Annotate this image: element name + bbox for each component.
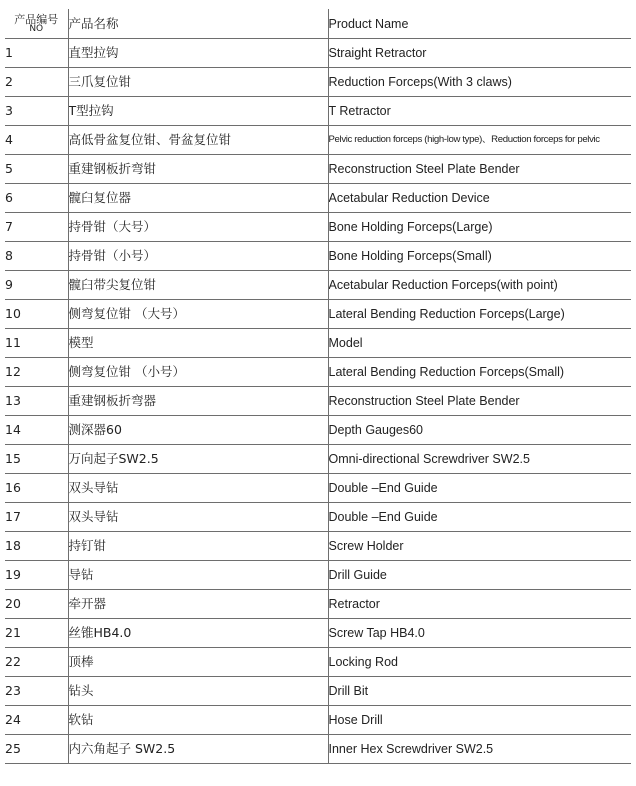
table-header xyxy=(5,9,631,39)
product-number: 24 xyxy=(5,706,68,735)
product-number: 22 xyxy=(5,648,68,677)
product-number: 14 xyxy=(5,416,68,445)
table-row xyxy=(5,706,631,735)
product-name-cn: 高低骨盆复位钳、骨盆复位钳 xyxy=(68,126,328,155)
product-name-cn: 髋臼复位器 xyxy=(68,184,328,213)
product-number: 12 xyxy=(5,358,68,387)
product-name-cn: 牵开器 xyxy=(68,590,328,619)
product-number: 6 xyxy=(5,184,68,213)
product-name-cn: 侧弯复位钳 （大号） xyxy=(68,300,328,329)
table-row xyxy=(5,677,631,706)
table-row xyxy=(5,184,631,213)
product-number: 13 xyxy=(5,387,68,416)
table-row xyxy=(5,68,631,97)
table-row xyxy=(5,561,631,590)
product-name-en: Drill Guide xyxy=(328,561,631,590)
product-number: 11 xyxy=(5,329,68,358)
product-number: 17 xyxy=(5,503,68,532)
product-name-en: Reconstruction Steel Plate Bender xyxy=(328,155,631,184)
product-name-en: Double –End Guide xyxy=(328,474,631,503)
table-row xyxy=(5,648,631,677)
product-name-cn: 髋臼带尖复位钳 xyxy=(68,271,328,300)
product-name-cn: 重建钢板折弯器 xyxy=(68,387,328,416)
product-name-cn: 万向起子SW2.5 xyxy=(68,445,328,474)
product-name-en: Omni-directional Screwdriver SW2.5 xyxy=(328,445,631,474)
table-row xyxy=(5,358,631,387)
product-table xyxy=(5,9,631,764)
product-number: 23 xyxy=(5,677,68,706)
product-name-cn: T型拉钩 xyxy=(68,97,328,126)
header-name-en: Product Name xyxy=(328,9,631,39)
product-number: 5 xyxy=(5,155,68,184)
product-name-en: Screw Holder xyxy=(328,532,631,561)
product-name-en: Hose Drill xyxy=(328,706,631,735)
table-row xyxy=(5,213,631,242)
product-name-en: Bone Holding Forceps(Large) xyxy=(328,213,631,242)
product-name-cn: 丝锥HB4.0 xyxy=(68,619,328,648)
product-name-en: Acetabular Reduction Forceps(with point) xyxy=(328,271,631,300)
product-number: 15 xyxy=(5,445,68,474)
product-name-cn: 顶棒 xyxy=(68,648,328,677)
table-row xyxy=(5,242,631,271)
product-number: 1 xyxy=(5,39,68,68)
product-name-cn: 内六角起子 SW2.5 xyxy=(68,735,328,764)
product-name-en: Retractor xyxy=(328,590,631,619)
product-name-cn: 三爪复位钳 xyxy=(68,68,328,97)
product-number: 2 xyxy=(5,68,68,97)
header-name-cn: 产品名称 xyxy=(68,9,328,39)
product-name-en: Screw Tap HB4.0 xyxy=(328,619,631,648)
product-name-en: Locking Rod xyxy=(328,648,631,677)
table-row xyxy=(5,474,631,503)
product-name-cn: 持钉钳 xyxy=(68,532,328,561)
table-row xyxy=(5,590,631,619)
product-number: 21 xyxy=(5,619,68,648)
header-number-cn: 产品编号 xyxy=(14,13,59,26)
product-name-cn: 钻头 xyxy=(68,677,328,706)
table-row xyxy=(5,271,631,300)
product-name-cn: 侧弯复位钳 （小号） xyxy=(68,358,328,387)
table-row xyxy=(5,445,631,474)
product-name-en: Acetabular Reduction Device xyxy=(328,184,631,213)
product-number: 18 xyxy=(5,532,68,561)
product-name-cn: 直型拉钩 xyxy=(68,39,328,68)
table-row xyxy=(5,416,631,445)
product-name-en: Lateral Bending Reduction Forceps(Small) xyxy=(328,358,631,387)
product-name-en: Drill Bit xyxy=(328,677,631,706)
table-row xyxy=(5,735,631,764)
product-number: 10 xyxy=(5,300,68,329)
header-number-en: NO xyxy=(29,24,44,34)
table-row xyxy=(5,503,631,532)
table-row xyxy=(5,619,631,648)
table-row xyxy=(5,300,631,329)
product-name-en: T Retractor xyxy=(328,97,631,126)
product-number: 25 xyxy=(5,735,68,764)
table-row xyxy=(5,155,631,184)
table-row xyxy=(5,532,631,561)
product-name-en: Lateral Bending Reduction Forceps(Large) xyxy=(328,300,631,329)
header-number xyxy=(5,9,68,39)
table-row xyxy=(5,39,631,68)
product-name-cn: 重建钢板折弯钳 xyxy=(68,155,328,184)
table-row xyxy=(5,329,631,358)
product-name-cn: 测深器60 xyxy=(68,416,328,445)
product-number: 20 xyxy=(5,590,68,619)
table-row xyxy=(5,126,631,155)
product-name-en: Inner Hex Screwdriver SW2.5 xyxy=(328,735,631,764)
product-name-en: Reconstruction Steel Plate Bender xyxy=(328,387,631,416)
product-number: 9 xyxy=(5,271,68,300)
product-number: 3 xyxy=(5,97,68,126)
product-name-cn: 持骨钳（大号） xyxy=(68,213,328,242)
product-name-en: Bone Holding Forceps(Small) xyxy=(328,242,631,271)
product-name-en: Depth Gauges60 xyxy=(328,416,631,445)
table-body xyxy=(5,39,631,764)
product-name-cn: 导钻 xyxy=(68,561,328,590)
product-name-cn: 双头导钻 xyxy=(68,503,328,532)
product-number: 4 xyxy=(5,126,68,155)
product-name-cn: 软钻 xyxy=(68,706,328,735)
product-number: 19 xyxy=(5,561,68,590)
product-name-en: Straight Retractor xyxy=(328,39,631,68)
product-name-cn: 双头导钻 xyxy=(68,474,328,503)
table-row xyxy=(5,97,631,126)
product-name-cn: 模型 xyxy=(68,329,328,358)
product-name-en: Reduction Forceps(With 3 claws) xyxy=(328,68,631,97)
product-number: 7 xyxy=(5,213,68,242)
header-row xyxy=(5,9,631,39)
product-number: 8 xyxy=(5,242,68,271)
product-name-en: Pelvic reduction forceps (high-low type)、Reduction forceps for pelvic xyxy=(328,126,631,155)
table-row xyxy=(5,387,631,416)
product-name-en: Double –End Guide xyxy=(328,503,631,532)
product-name-en: Model xyxy=(328,329,631,358)
product-number: 16 xyxy=(5,474,68,503)
product-name-cn: 持骨钳（小号） xyxy=(68,242,328,271)
